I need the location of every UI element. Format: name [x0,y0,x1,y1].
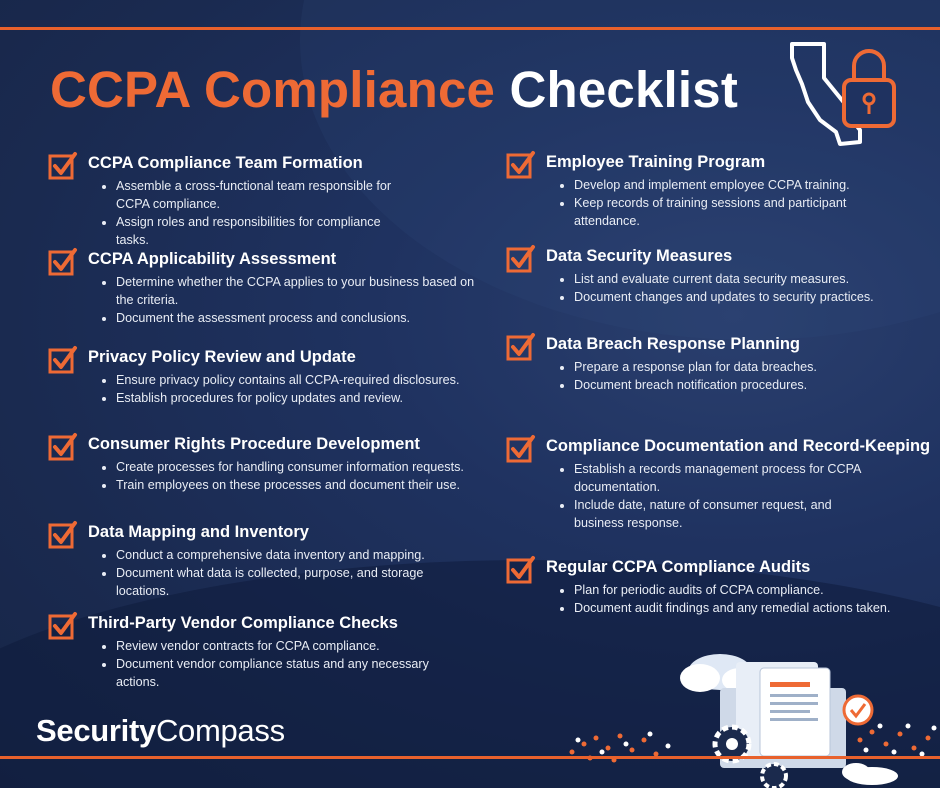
bullet-point: • List and evaluate current data security measures. [574,270,904,288]
checkbox-checked-icon [506,554,536,584]
checkbox-checked-icon [506,433,536,463]
checkbox-checked-icon [506,149,536,179]
top-accent-bar [0,27,940,30]
checkbox-checked-icon [48,431,78,461]
bullet-point: • Document the assessment process and conclusions. [116,309,478,327]
bullet-point: • Include date, nature of consumer request, and business response. [574,496,876,532]
checklist-item-bullets [100,546,456,600]
bullet-point: • Assemble a cross-functional team responsible for CCPA compliance. [116,177,416,213]
title-accent-text: CCPA Compliance [50,61,496,118]
checklist-item-title: Privacy Policy Review and Update [88,348,356,366]
bullet-point: • Document vendor compliance status and any necessary actions. [116,655,456,691]
bullet-point: • Document what data is collected, purpose, and storage locations. [116,564,456,600]
bullet-point: • Document breach notification procedures. [574,376,904,394]
checkbox-checked-icon [506,243,536,273]
checklist-item-bullets [100,371,478,407]
bullet-point: • Review vendor contracts for CCPA compliance. [116,637,456,655]
checklist-item-bullets [100,177,416,249]
checklist-item-bullets [558,358,904,394]
checklist-item-bullets [100,458,478,494]
checkbox-checked-icon [48,519,78,549]
checklist-item-bullets [558,581,914,617]
checklist-item-title: Employee Training Program [546,153,766,171]
bullet-point: • Create processes for handling consumer information requests. [116,458,478,476]
checklist-item-title: Data Breach Response Planning [546,335,800,353]
checkbox-checked-icon [48,150,78,180]
checklist-item-bullets [558,176,876,230]
bullet-point: • Ensure privacy policy contains all CCPA-required disclosures. [116,371,478,389]
bullet-point: • Assign roles and responsibilities for compliance tasks. [116,213,416,249]
bullet-point: • Document changes and updates to security practices. [574,288,904,306]
title-main-text: Checklist [509,61,739,118]
checklist-item-title: Compliance Documentation and Record-Keeping [546,437,931,455]
checkbox-checked-icon [506,331,536,361]
california-lock-icon [786,40,908,152]
bullet-point: • Establish procedures for policy updates and review. [116,389,478,407]
bullet-point: • Plan for periodic audits of CCPA compliance. [574,581,914,599]
bullet-point: • Train employees on these processes and document their use. [116,476,478,494]
bullet-point: • Determine whether the CCPA applies to your business based on the criteria. [116,273,478,309]
documents-gears-illustration [560,640,940,788]
checklist-item-bullets [100,637,456,691]
checkbox-checked-icon [48,246,78,276]
bullet-point: • Develop and implement employee CCPA training. [574,176,876,194]
bullet-point: • Establish a records management process for CCPA documentation. [574,460,876,496]
checklist-item-title: Third-Party Vendor Compliance Checks [88,614,398,632]
checklist-item-title: CCPA Applicability Assessment [88,250,337,268]
checklist-item-bullets [558,460,876,532]
brand-logo-part1: Security [36,713,156,748]
checklist-item-title: Data Mapping and Inventory [88,523,309,541]
bottom-accent-bar [0,756,940,759]
bullet-point: • Keep records of training sessions and participant attendance. [574,194,876,230]
bullet-point: • Conduct a comprehensive data inventory and mapping. [116,546,456,564]
checklist-item-title: Data Security Measures [546,247,733,265]
bullet-point: • Prepare a response plan for data breaches. [574,358,904,376]
checkbox-checked-icon [48,344,78,374]
checklist-item-title: Regular CCPA Compliance Audits [546,558,811,576]
checklist-item-bullets [100,273,478,327]
bullet-point: • Document audit findings and any remedial actions taken. [574,599,914,617]
checklist-item-title: CCPA Compliance Team Formation [88,154,363,172]
checklist-item-title: Consumer Rights Procedure Development [88,435,420,453]
brand-logo [36,713,285,749]
checklist-item-bullets [558,270,904,306]
checkbox-checked-icon [48,610,78,640]
page-title [50,60,738,119]
brand-logo-part2: Compass [155,713,285,748]
